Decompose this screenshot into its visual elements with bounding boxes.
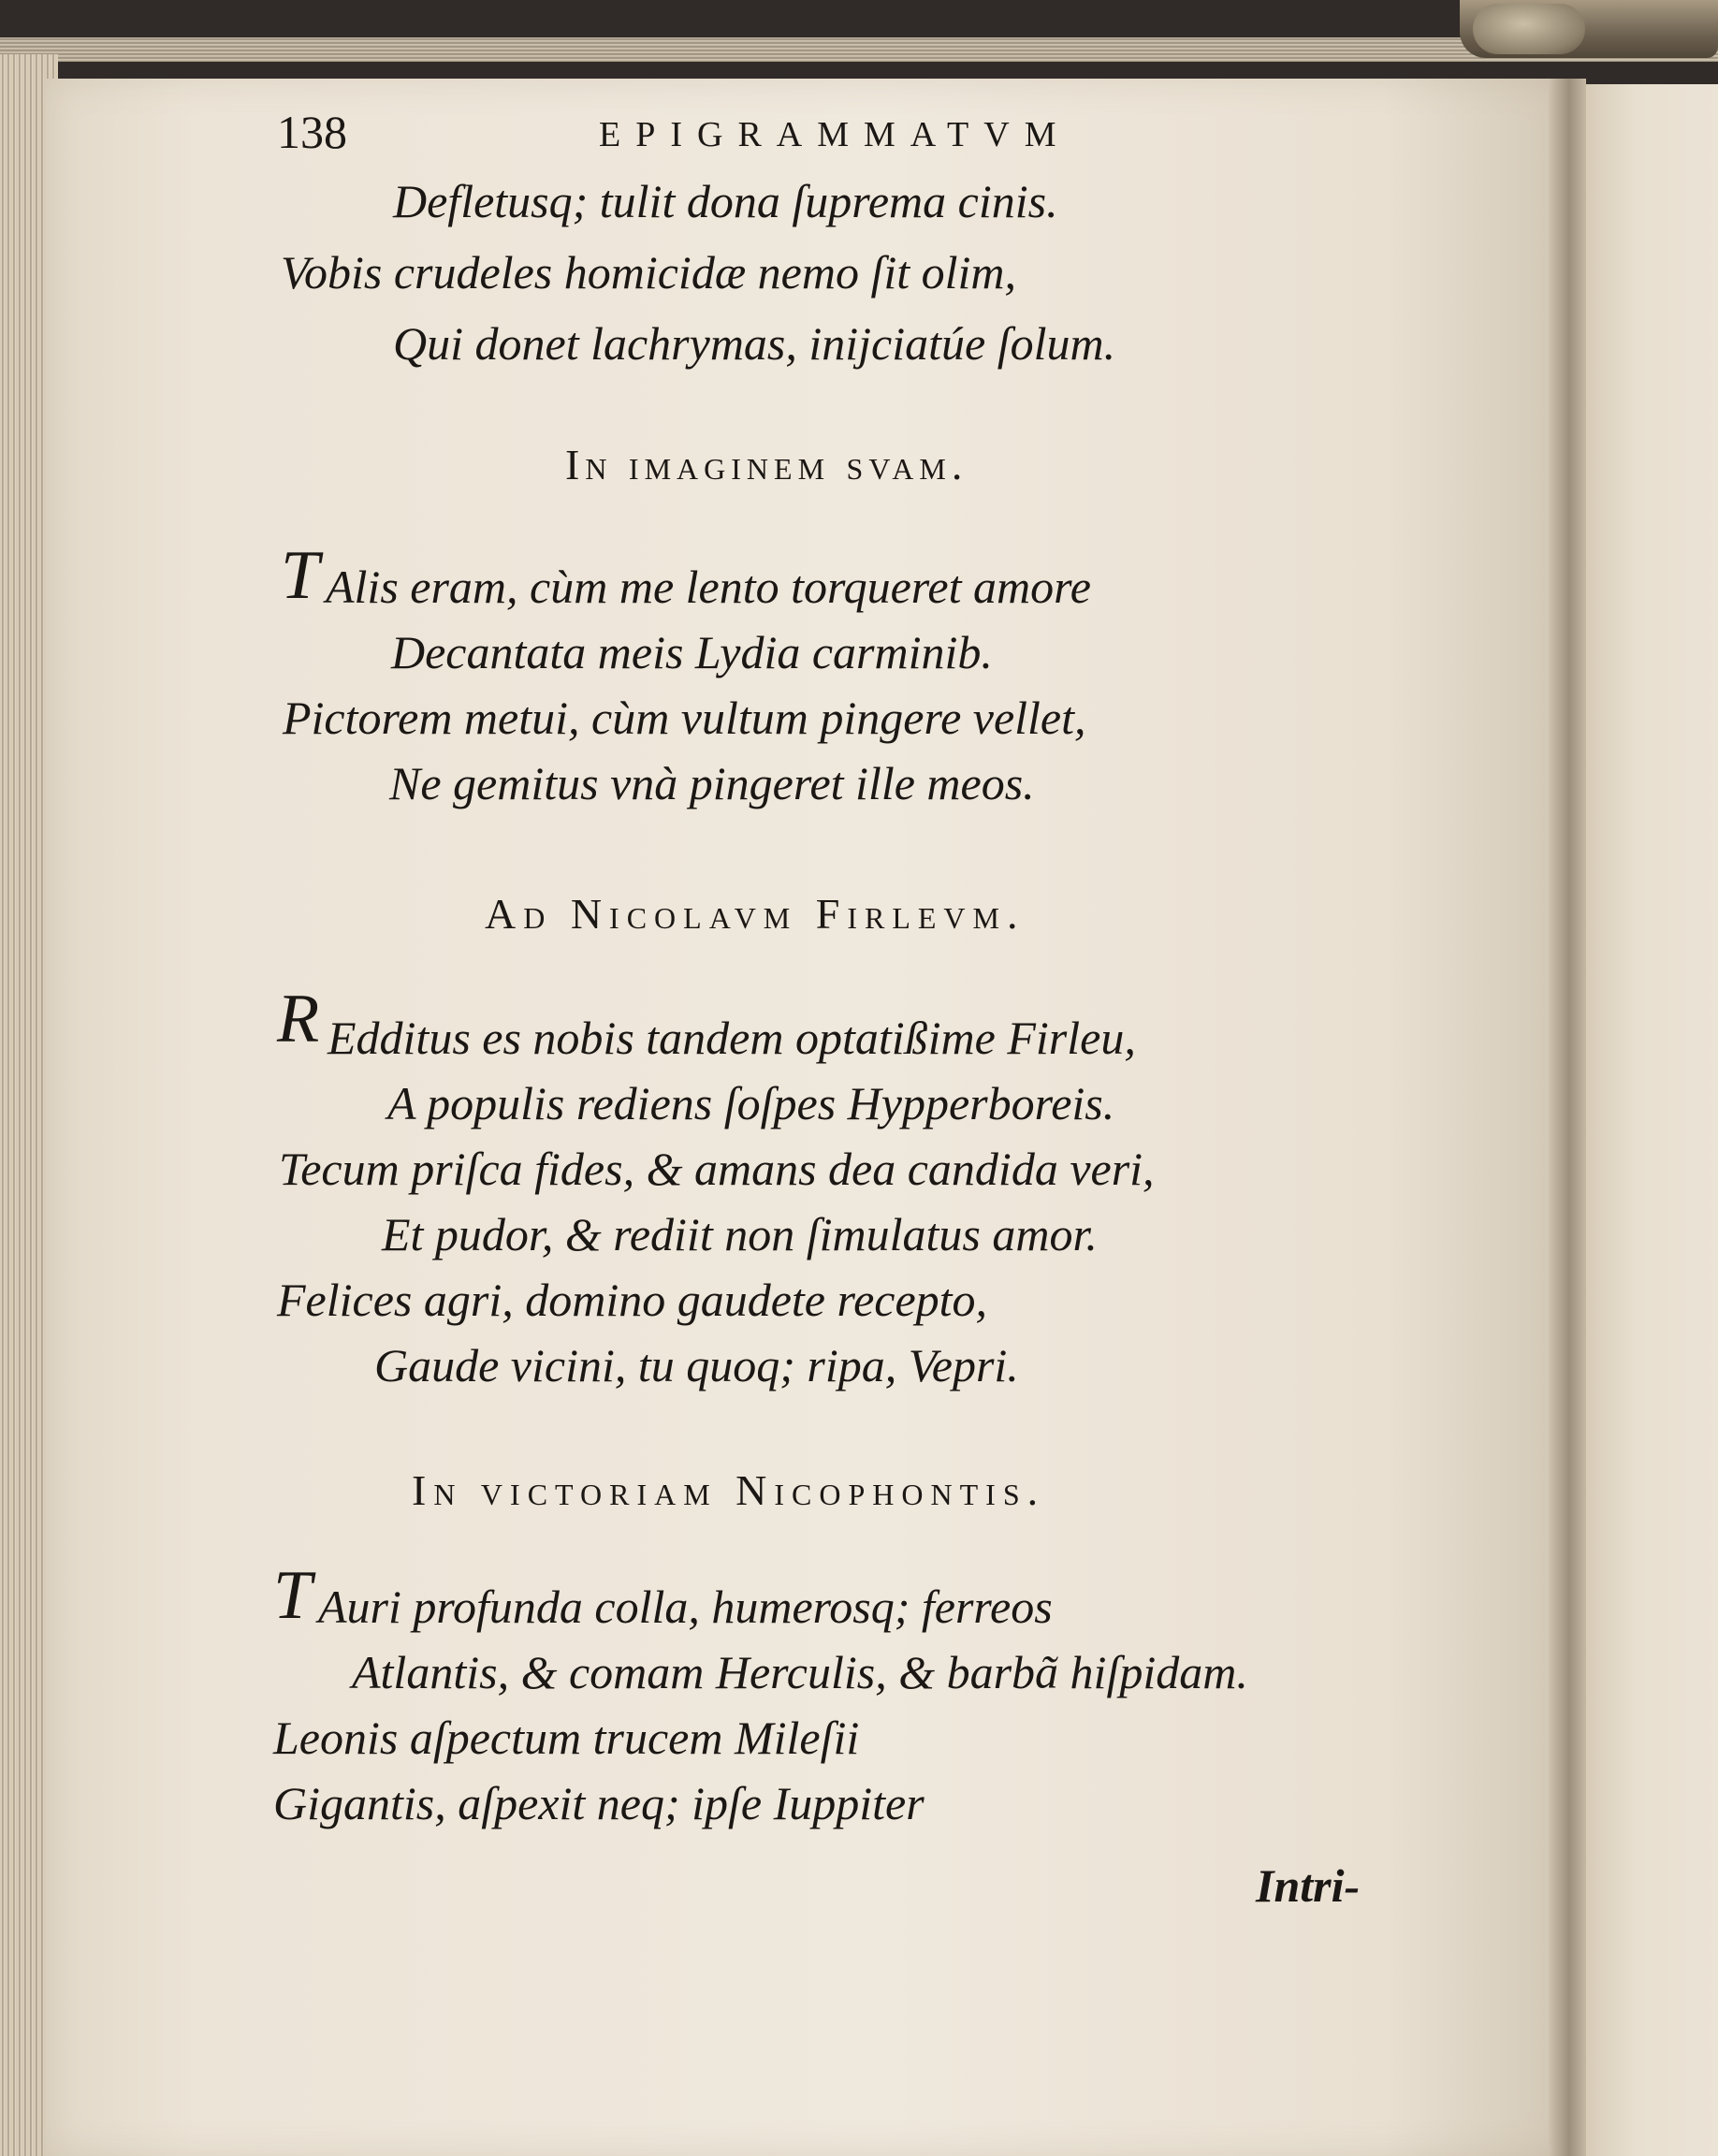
verse-line: Gaude vicini, tu quoq; ripa, Vepri.: [374, 1339, 1019, 1391]
verse-line: Auri profunda colla, humerosq; ferreos: [318, 1581, 1053, 1633]
verse-line: Atlantis, & comam Herculis, & barbã hiſpidam.: [352, 1646, 1248, 1698]
verse-line: Defletusq; tulit dona ſuprema cinis.: [393, 175, 1058, 227]
poem-title: In imaginem svam.: [565, 441, 968, 488]
running-head: EPIGRAMMATVM: [599, 115, 1071, 154]
poem-title: Ad Nicolavm Firlevm.: [485, 890, 1026, 938]
poem-title: In victoriam Nicophontis.: [412, 1466, 1046, 1514]
facing-page: [1581, 84, 1718, 2156]
clasp-knot: [1473, 4, 1585, 54]
verse-line: Alis eram, cùm me lento torqueret amore: [326, 561, 1091, 613]
page-edges-top: [0, 37, 1718, 62]
catchword: Intri-: [1256, 1859, 1361, 1912]
verse-line: Et pudor, & rediit non ſimulatus amor.: [382, 1208, 1098, 1260]
verse-line: Vobis crudeles homicidæ nemo ſit olim,: [281, 246, 1017, 299]
drop-capital: T: [273, 1557, 313, 1634]
drop-capital: T: [281, 537, 320, 614]
verse-line: Felices agri, domino gaudete recepto,: [277, 1274, 988, 1326]
verse-line: Decantata meis Lydia carminib.: [391, 626, 993, 678]
verse-line: Pictorem metui, cùm vultum pingere vellet,: [283, 692, 1086, 744]
page-number: 138: [277, 106, 347, 158]
verse-line: Edditus es nobis tandem optatißime Firleu,: [328, 1012, 1136, 1064]
verse-line: Leonis aſpectum trucem Mileſii: [273, 1712, 860, 1764]
gutter: [1549, 79, 1586, 2156]
verse-line: Tecum priſca fides, & amans dea candida veri,: [279, 1143, 1155, 1195]
verse-line: Gigantis, aſpexit neq; ipſe Iuppiter: [273, 1777, 925, 1829]
drop-capital: R: [277, 981, 320, 1057]
verse-line: Ne gemitus vnà pingeret ille meos.: [389, 757, 1035, 809]
verse-line: A populis rediens ſoſpes Hypperboreis.: [387, 1077, 1115, 1129]
verse-line: Qui donet lachrymas, inijciatúe ſolum.: [393, 317, 1116, 370]
